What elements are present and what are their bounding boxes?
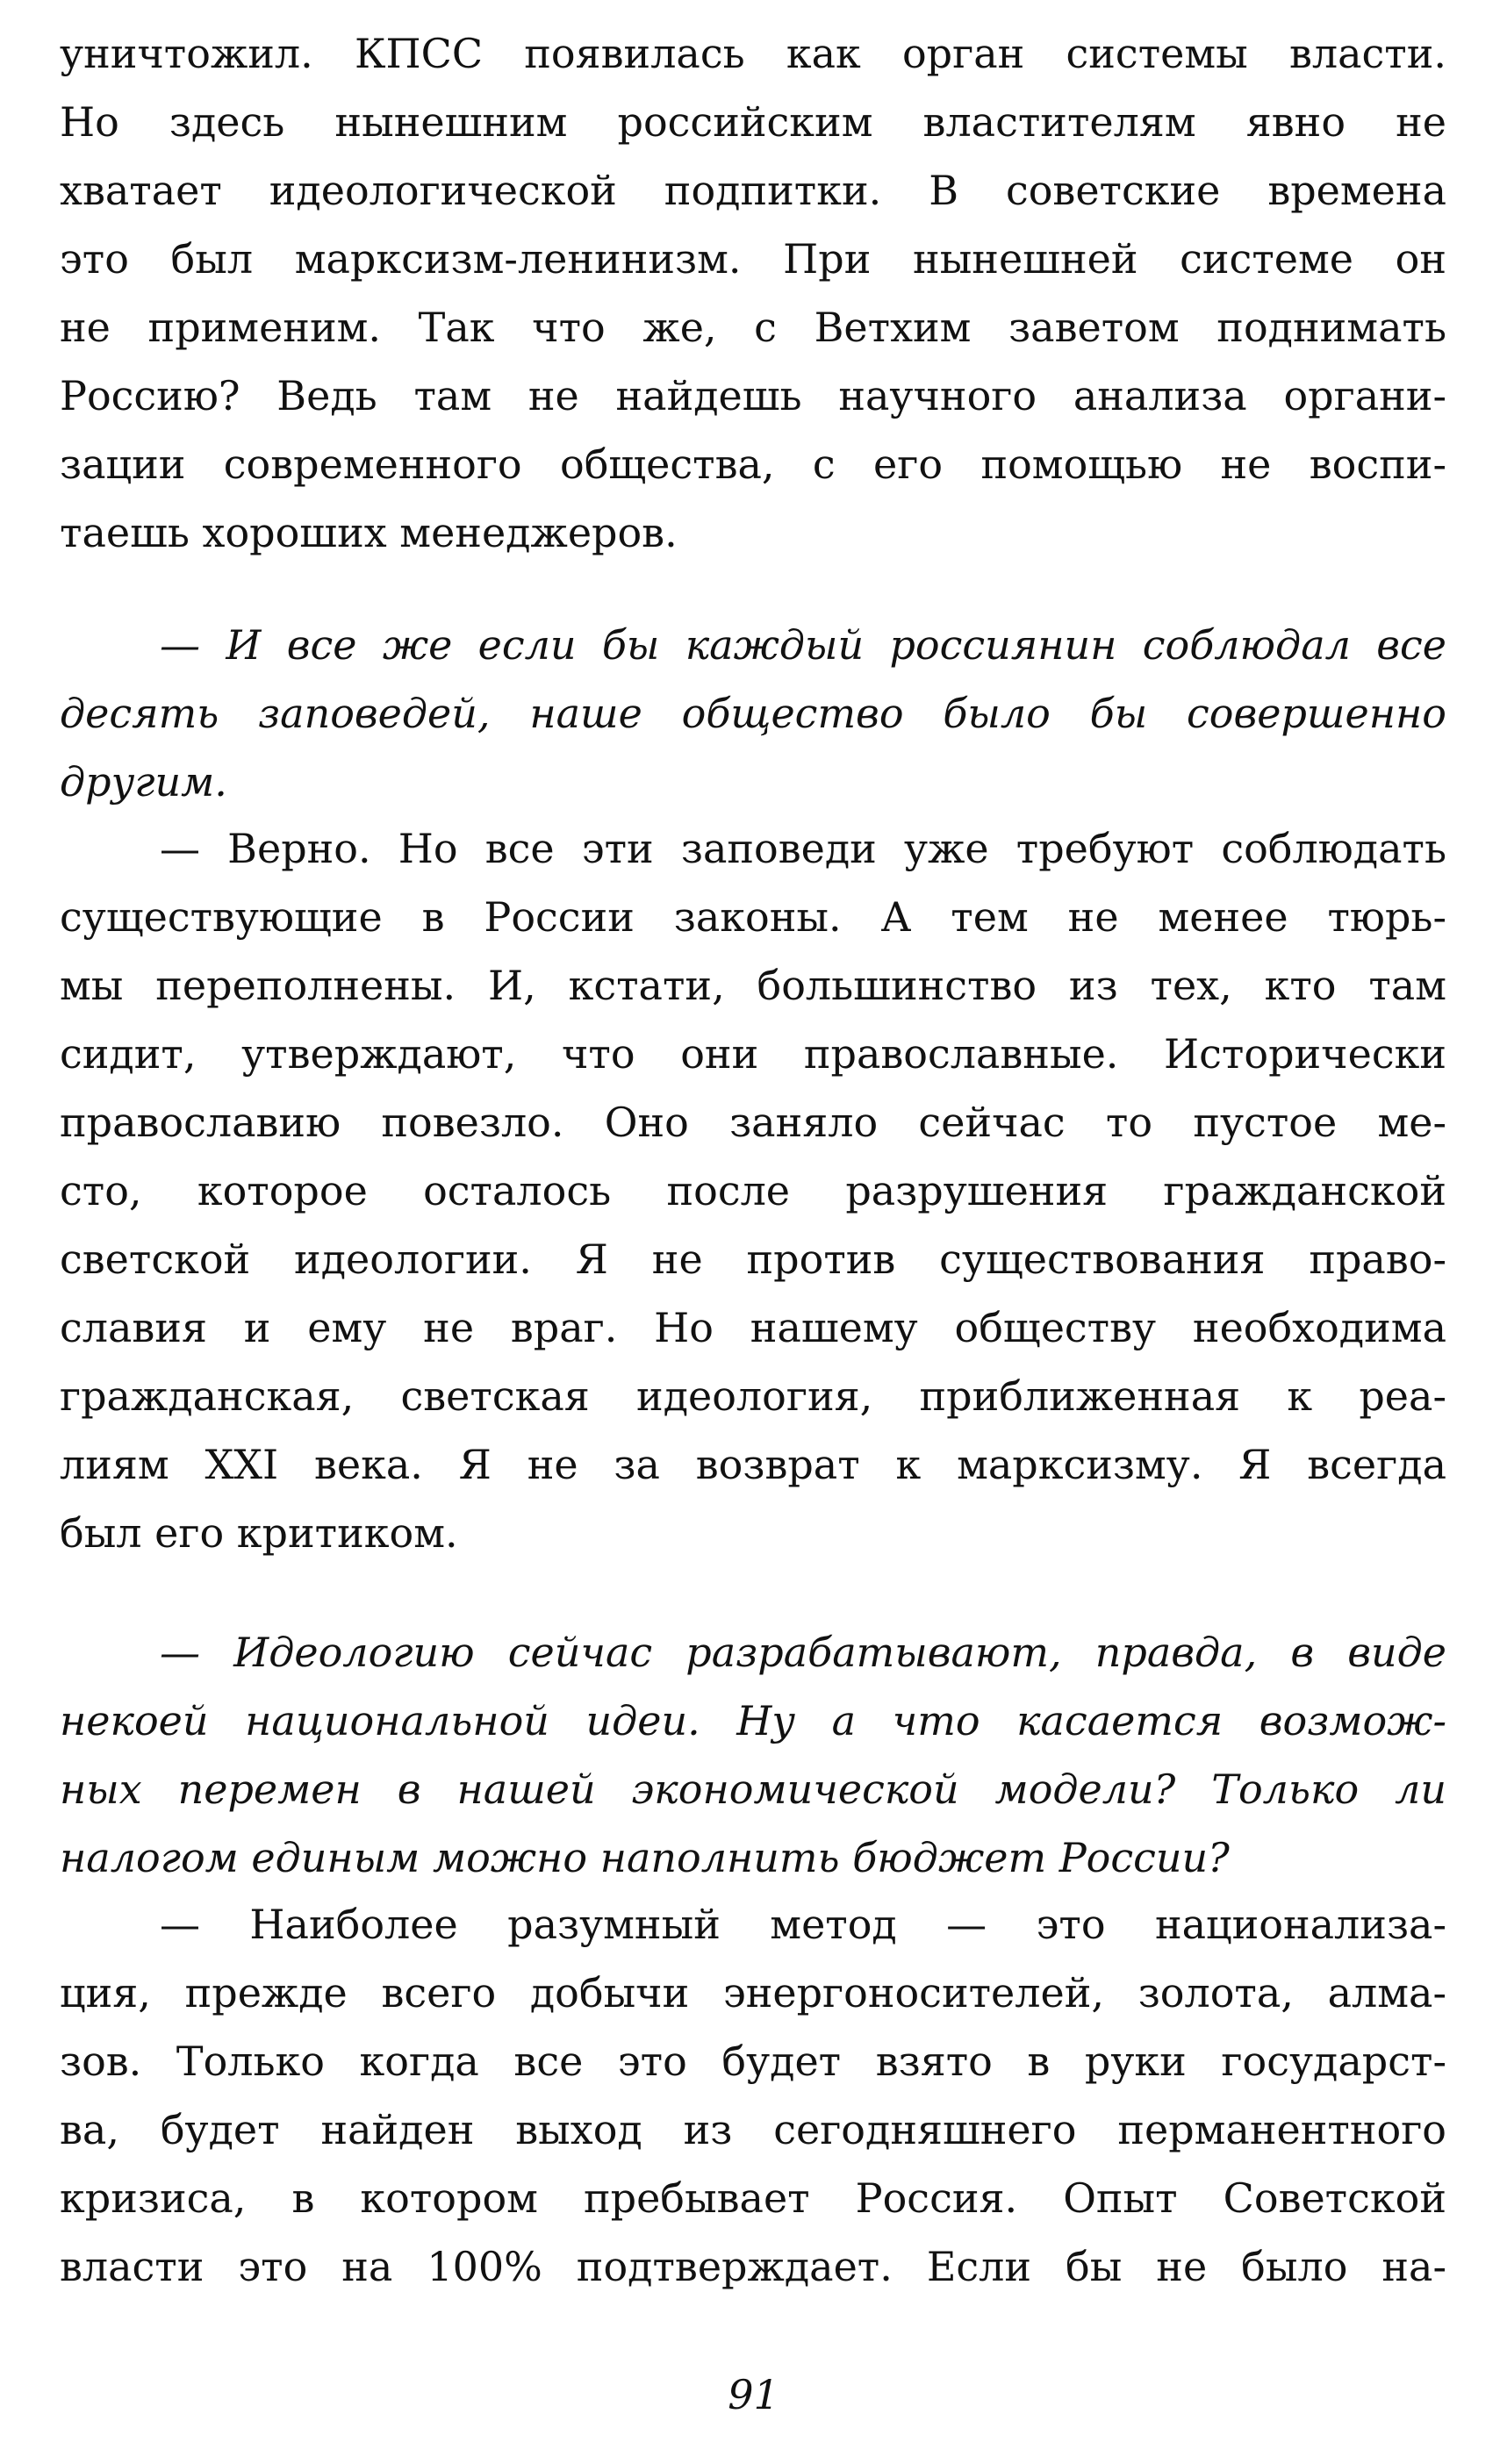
question-line: — И все же если бы каждый россиянин соблюдал все [160, 621, 1446, 669]
question-line: другим. [60, 758, 227, 806]
text-line: кризиса, в котором пребывает Россия. Опыт Советской [60, 2174, 1446, 2222]
text-line: — Верно. Но все эти заповеди уже требуют соблюдать [160, 825, 1446, 872]
question-line: десять заповедей, наше общество было бы совершенно [60, 690, 1446, 737]
text-line: славия и ему не враг. Но нашему обществу необходима [60, 1304, 1446, 1351]
text-line: существующие в России законы. А тем не менее тюрь- [60, 893, 1446, 941]
text-line: ция, прежде всего добычи энергоносителей, золота, алма- [60, 1969, 1446, 2016]
text-line: — Наиболее разумный метод — это национализа- [160, 1901, 1446, 1948]
text-line: это был марксизм-ленинизм. При нынешней системе он [60, 235, 1446, 283]
text-line: уничтожил. КПСС появилась как орган системы власти. [60, 30, 1446, 77]
question-line: некоей национальной идеи. Ну а что касается возмож- [60, 1697, 1446, 1744]
question-line: — Идеологию сейчас разрабатывают, правда, в виде [160, 1629, 1446, 1676]
page-number: 91 [728, 2371, 779, 2418]
text-line: зов. Только когда все это будет взято в руки государст- [60, 2038, 1446, 2085]
text-line: хватает идеологической подпитки. В советские времена [60, 167, 1446, 214]
text-line: Но здесь нынешним российским властителям явно не [60, 98, 1446, 146]
question-line: налогом единым можно наполнить бюджет России? [60, 1834, 1230, 1881]
text-line: Россию? Ведь там не найдешь научного анализа органи- [60, 372, 1446, 419]
text-line: был его критиком. [60, 1509, 458, 1557]
question-line: ных перемен в нашей экономической модели? Только ли [60, 1766, 1446, 1813]
text-line: мы переполнены. И, кстати, большинство из тех, кто там [60, 962, 1446, 1009]
text-line: православию повезло. Оно заняло сейчас то пустое ме- [60, 1099, 1446, 1146]
text-line: власти это на 100% подтверждает. Если бы не было на- [60, 2243, 1446, 2290]
text-line: светской идеологии. Я не против существования право- [60, 1236, 1446, 1283]
text-line: сидит, утверждают, что они православные. Исторически [60, 1030, 1446, 1078]
text-line: гражданская, светская идеология, приближенная к реа- [60, 1372, 1446, 1420]
text-line: сто, которое осталось после разрушения гражданской [60, 1167, 1446, 1214]
text-line: не применим. Так что же, с Ветхим заветом поднимать [60, 304, 1446, 351]
text-line: таешь хороших менеджеров. [60, 509, 678, 556]
text-line: зации современного общества, с его помощью не воспи- [60, 441, 1446, 488]
text-line: лиям XXI века. Я не за возврат к марксизму. Я всегда [60, 1441, 1446, 1488]
text-line: ва, будет найден выход из сегодняшнего перманентного [60, 2106, 1446, 2153]
